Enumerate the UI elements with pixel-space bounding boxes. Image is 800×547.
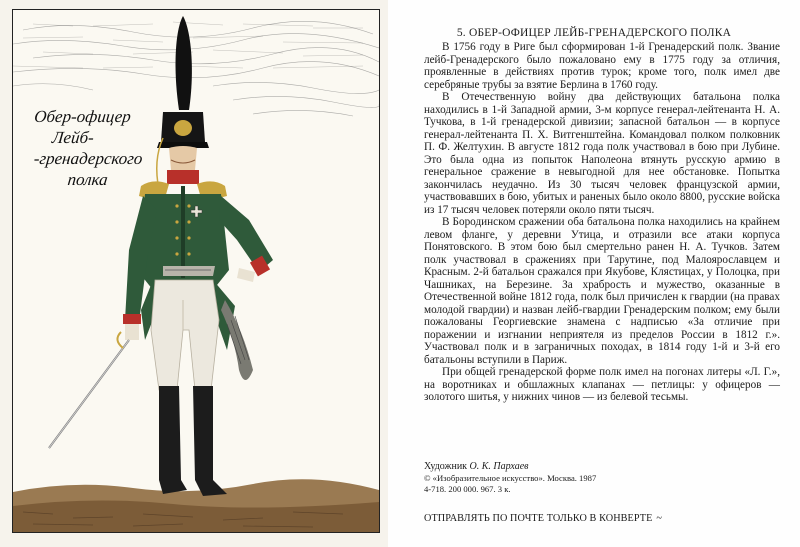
plate-title-line-4: полка [66, 170, 109, 189]
publisher-line: © «Изобразительное искусство». Москва. 1987 [424, 473, 597, 483]
illustration-panel [0, 0, 388, 547]
page-heading: 5. ОБЕР-ОФИЦЕР ЛЕЙБ-ГРЕНАДЕРСКОГО ПОЛКА [456, 27, 732, 39]
postal-note-dash: ~ [656, 513, 663, 524]
artist-prefix: Художник [424, 461, 468, 472]
plate-title-line-1: Обер-офицер [33, 107, 132, 126]
illustration-frame [12, 9, 380, 533]
paragraph-4: При общей гренадерской форме полк имел на погонах литеры «Л. Г.», на воротниках и обшлажных клапанах — петлицы: у офицеров — золотого шитья, у нижних чинов — из белевой тесьмы. [424, 366, 780, 403]
credits [424, 461, 784, 495]
grenadier-officer-figure [13, 10, 379, 532]
print-info: 4-718. 200 000. 967. 3 к. [424, 484, 511, 494]
paragraph-1: В 1756 году в Риге был сформирован 1-й Гренадерский полк. Звание лейб-Гренадерского было пожаловано ему в 1775 году за отличия, проявленные в действиях против турок; кроме того, полк имел две серебряные трубы за взятие Берлина в 1760 году. [424, 41, 780, 91]
postal-note-text: ОТПРАВЛЯТЬ ПО ПОЧТЕ ТОЛЬКО В КОНВЕРТЕ [424, 513, 653, 524]
postal-note [424, 513, 784, 524]
text-page [388, 0, 800, 547]
paragraph-3: В Бородинском сражении оба батальона полка находились на крайнем левом фланге, у деревни Утица, и отразили все атаки корпуса Понятовского. В этом бою был смертельно ранен Н. А. Тучков. Затем полк участвовал в сражениях при Тарутине, под Малоярославцем и Красным. 2-й батальон сражался при Якубове, Клястицах, у Полоцка, при Чашниках, на Березине. За храбрость и мужество, оказанные в Отечественной войне 1812 года, полк был причислен к гвардии (на правах молодой гвардии) и назван лейб-гвардии Гренадерским полком; ему были пожалованы Георгиевские знамена с надписью «За отличие при поражении и изгнании неприятеля из пределов России в 1812 г.». Участвовал полк и в заграничных походах, в 1814 году 1-й и 3-й его батальоны вступили в Париж. [424, 216, 780, 366]
paragraph-2: В Отечественную войну два действующих батальона полка находились в 1-й Западной армии, 3-м корпусе генерал-лейтенанта Н. А. Тучкова, в 1-й гренадерской дивизии; запасной батальон — в корпусе генерал-лейтенанта П. Х. Витгенштейна. Командовал полком полковник П. Ф. Желтухин. В августе 1812 года полк участвовал в бою при Лубине. Это была одна из попыток Наполеона втянуть русскую армию в генеральное сражение в невыгодной для нее обстановке. Попытка закончилась неудачно. Из 30 тысяч человек французской армии, участвовавших в бою, убитых и раненых было около 8800, русские войска из 17 тысяч человек потеряли около пяти тысяч. [424, 91, 780, 216]
plate-title-line-3: -гренадерского [32, 149, 144, 168]
body-text [424, 41, 780, 404]
plate-title-line-2: Лейб- [51, 128, 95, 147]
artist-credit [424, 461, 784, 472]
artist-name: О. К. Пархаев [469, 461, 529, 472]
